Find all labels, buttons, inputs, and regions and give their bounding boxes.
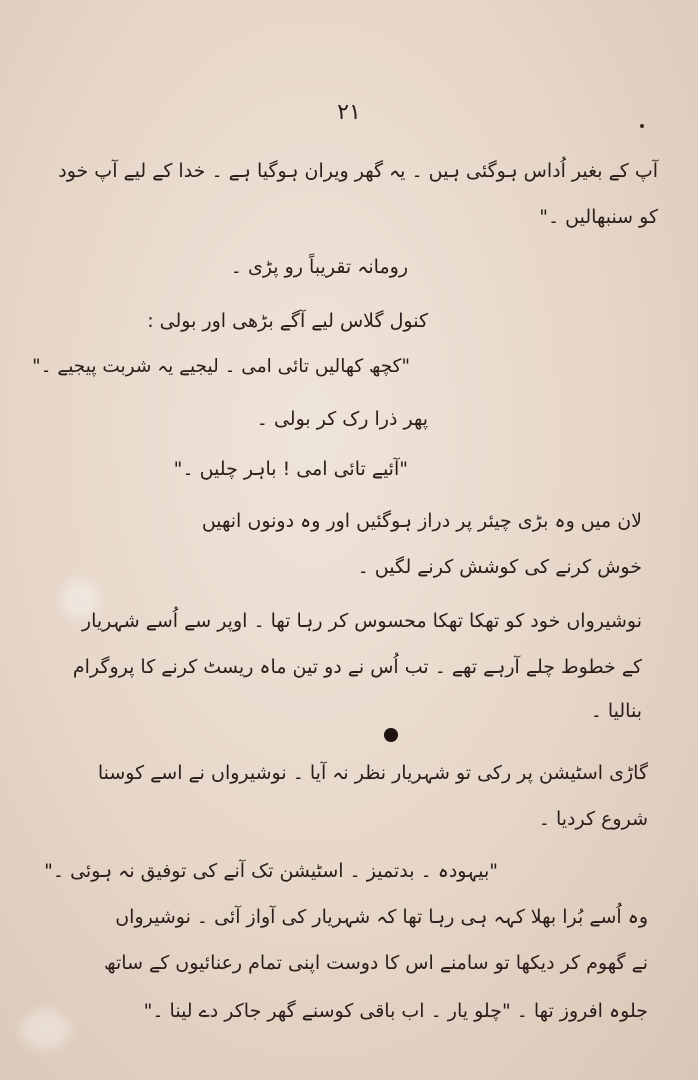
text-line: جلوہ افروز تھا ۔ "چلو یار ۔ اب باقی کوسنے گھر جاکر دے لینا ۔" bbox=[143, 1000, 648, 1022]
text-line: "آئیے تائی امی ! باہر چلیں ۔" bbox=[173, 458, 408, 480]
text-line: "کچھ کھالیں تائی امی ۔ لیجیے یہ شربت پیجیے ۔" bbox=[32, 356, 410, 377]
text-line: گاڑی اسٹیشن پر رکی تو شہریار نظر نہ آیا ۔ نوشیرواں نے اسے کوسنا bbox=[97, 762, 648, 784]
text-line: وہ اُسے بُرا بھلا کہہ ہی رہا تھا کہ شہریار کی آواز آئی ۔ نوشیرواں bbox=[115, 906, 648, 928]
text-line: خوش کرنے کی کوشش کرنے لگیں ۔ bbox=[357, 556, 642, 578]
paper-stain bbox=[20, 1010, 70, 1050]
text-line: پھر ذرا رک کر بولی ۔ bbox=[256, 408, 428, 430]
text-line: کے خطوط چلے آرہے تھے ۔ تب اُس نے دو تین ماہ ریسٹ کرنے کا پروگرام bbox=[72, 656, 642, 678]
text-line: رومانہ تقریباً رو پڑی ۔ bbox=[230, 256, 408, 278]
text-line: نے گھوم کر دیکھا تو سامنے اس کا دوست اپنی تمام رعنائیوں کے ساتھ bbox=[104, 952, 648, 974]
text-line: کنول گلاس لیے آگے بڑھی اور بولی : bbox=[147, 310, 428, 332]
text-line: لان میں وہ بڑی چیئر پر دراز ہوگئیں اور وہ دونوں انھیں bbox=[201, 510, 642, 532]
text-line: نوشیرواں خود کو تھکا تھکا محسوس کر رہا تھا ۔ اوپر سے اُسے شہریار bbox=[81, 610, 642, 632]
text-line: کو سنبھالیں ۔" bbox=[539, 206, 658, 228]
text-line: آپ کے بغیر اُداس ہوگئی ہیں ۔ یہ گھر ویران ہوگیا ہے ۔ خدا کے لیے آپ خود bbox=[58, 160, 658, 182]
ink-blot bbox=[384, 728, 398, 742]
text-line: "بیہودہ ۔ بدتمیز ۔ اسٹیشن تک آنے کی توفیق نہ ہوئی ۔" bbox=[44, 860, 498, 882]
text-line: بنالیا ۔ bbox=[590, 700, 642, 722]
page-number: ٢١ bbox=[337, 100, 361, 125]
text-line: شروع کردیا ۔ bbox=[538, 808, 648, 830]
